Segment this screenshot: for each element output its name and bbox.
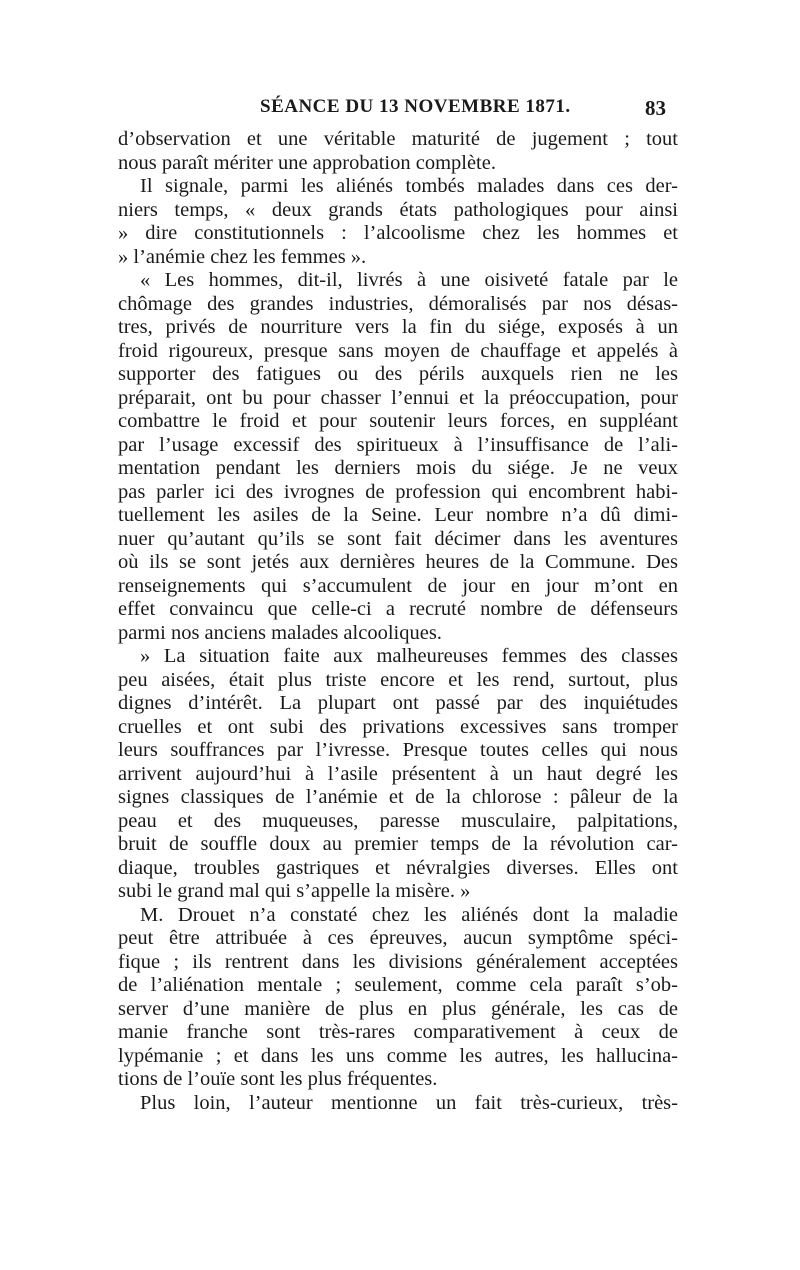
- text-line: effet convaincu que celle-ci a recruté nombre de défenseurs: [118, 598, 678, 620]
- text-line: nous paraît mériter une approbation complète.: [118, 151, 496, 174]
- text-line: supporter des fatigues ou des périls auxquels rien ne les: [118, 363, 678, 385]
- text-line: d’observation et une véritable maturité de jugement ; tout: [118, 128, 678, 150]
- text-line: » l’anémie chez les femmes ».: [118, 245, 367, 268]
- text-line: combattre le froid et pour soutenir leurs forces, en suppléant: [118, 410, 678, 432]
- text-line: bruit de souffle doux au premier temps de la révolution car-: [118, 833, 678, 855]
- page-number: 83: [645, 96, 666, 120]
- text-line: » La situation faite aux malheureuses femmes des classes: [140, 645, 678, 667]
- text-line: où ils se sont jetés aux dernières heures de la Commune. Des: [118, 551, 678, 573]
- text-line: tres, privés de nourriture vers la fin du siége, exposés à un: [118, 316, 678, 338]
- text-line: dignes d’intérêt. La plupart ont passé par des inquiétudes: [118, 692, 678, 714]
- text-line: peau et des muqueuses, paresse musculaire, palpitations,: [118, 809, 678, 832]
- text-line: niers temps, « deux grands états pathologiques pour ainsi: [118, 198, 678, 221]
- text-line: fique ; ils rentrent dans les divisions généralement acceptées: [118, 950, 678, 973]
- text-line: pas parler ici des ivrognes de profession qui encombrent habi-: [118, 480, 678, 503]
- text-line: leurs souffrances par l’ivresse. Presque toutes celles qui nous: [118, 739, 678, 761]
- text-line: subi le grand mal qui s’appelle la misère. »: [118, 880, 471, 902]
- text-line: server d’une manière de plus en plus générale, les cas de: [118, 997, 678, 1020]
- text-line: » dire constitutionnels : l’alcoolisme chez les hommes et: [118, 222, 678, 244]
- text-line: « Les hommes, dit-il, livrés à une oisiveté fatale par le: [140, 269, 678, 291]
- text-line: signes classiques de l’anémie et de la chlorose : pâleur de la: [118, 786, 678, 808]
- text-line: mentation pendant les derniers mois du siége. Je ne veux: [118, 457, 678, 479]
- text-line: parmi nos anciens malades alcooliques.: [118, 621, 442, 644]
- running-head: [118, 96, 666, 126]
- text-line: froid rigoureux, presque sans moyen de chauffage et appelés à: [118, 339, 678, 362]
- text-line: lypémanie ; et dans les uns comme les autres, les hallucina-: [118, 1044, 678, 1067]
- text-line: de l’aliénation mentale ; seulement, comme cela paraît s’ob-: [118, 974, 678, 996]
- text-line: nuer qu’autant qu’ils se sont fait décimer dans les aventures: [118, 527, 678, 550]
- text-line: peu aisées, était plus triste encore et les rend, surtout, plus: [118, 668, 678, 691]
- text-line: cruelles et ont subi des privations excessives sans tromper: [118, 715, 678, 738]
- body-text: [118, 128, 678, 1115]
- text-line: manie franche sont très-rares comparativement à ceux de: [118, 1021, 678, 1043]
- text-line: diaque, troubles gastriques et névralgies diverses. Elles ont: [118, 856, 678, 879]
- text-line: renseignements qui s’accumulent de jour en jour m’ont en: [118, 574, 678, 597]
- text-line: arrivent aujourd’hui à l’asile présentent à un haut degré les: [118, 762, 678, 785]
- text-line: préparait, ont bu pour chasser l’ennui et la préoccupation, pour: [118, 386, 678, 409]
- text-line: chômage des grandes industries, démoralisés par nos désas-: [118, 292, 678, 315]
- text-line: Il signale, parmi les aliénés tombés malades dans ces der-: [140, 175, 678, 197]
- text-line: M. Drouet n’a constaté chez les aliénés dont la maladie: [140, 903, 678, 926]
- text-line: tuellement les asiles de la Seine. Leur nombre n’a dû dimi-: [118, 504, 678, 526]
- text-line: peut être attribuée à ces épreuves, aucun symptôme spéci-: [118, 927, 678, 949]
- text-line: par l’usage excessif des spiritueux à l’insuffisance de l’ali-: [118, 433, 678, 456]
- running-title: SÉANCE DU 13 NOVEMBRE 1871.: [260, 96, 571, 117]
- text-line: Plus loin, l’auteur mentionne un fait très-curieux, très-: [140, 1091, 678, 1114]
- text-line: tions de l’ouïe sont les plus fréquentes.: [118, 1068, 438, 1090]
